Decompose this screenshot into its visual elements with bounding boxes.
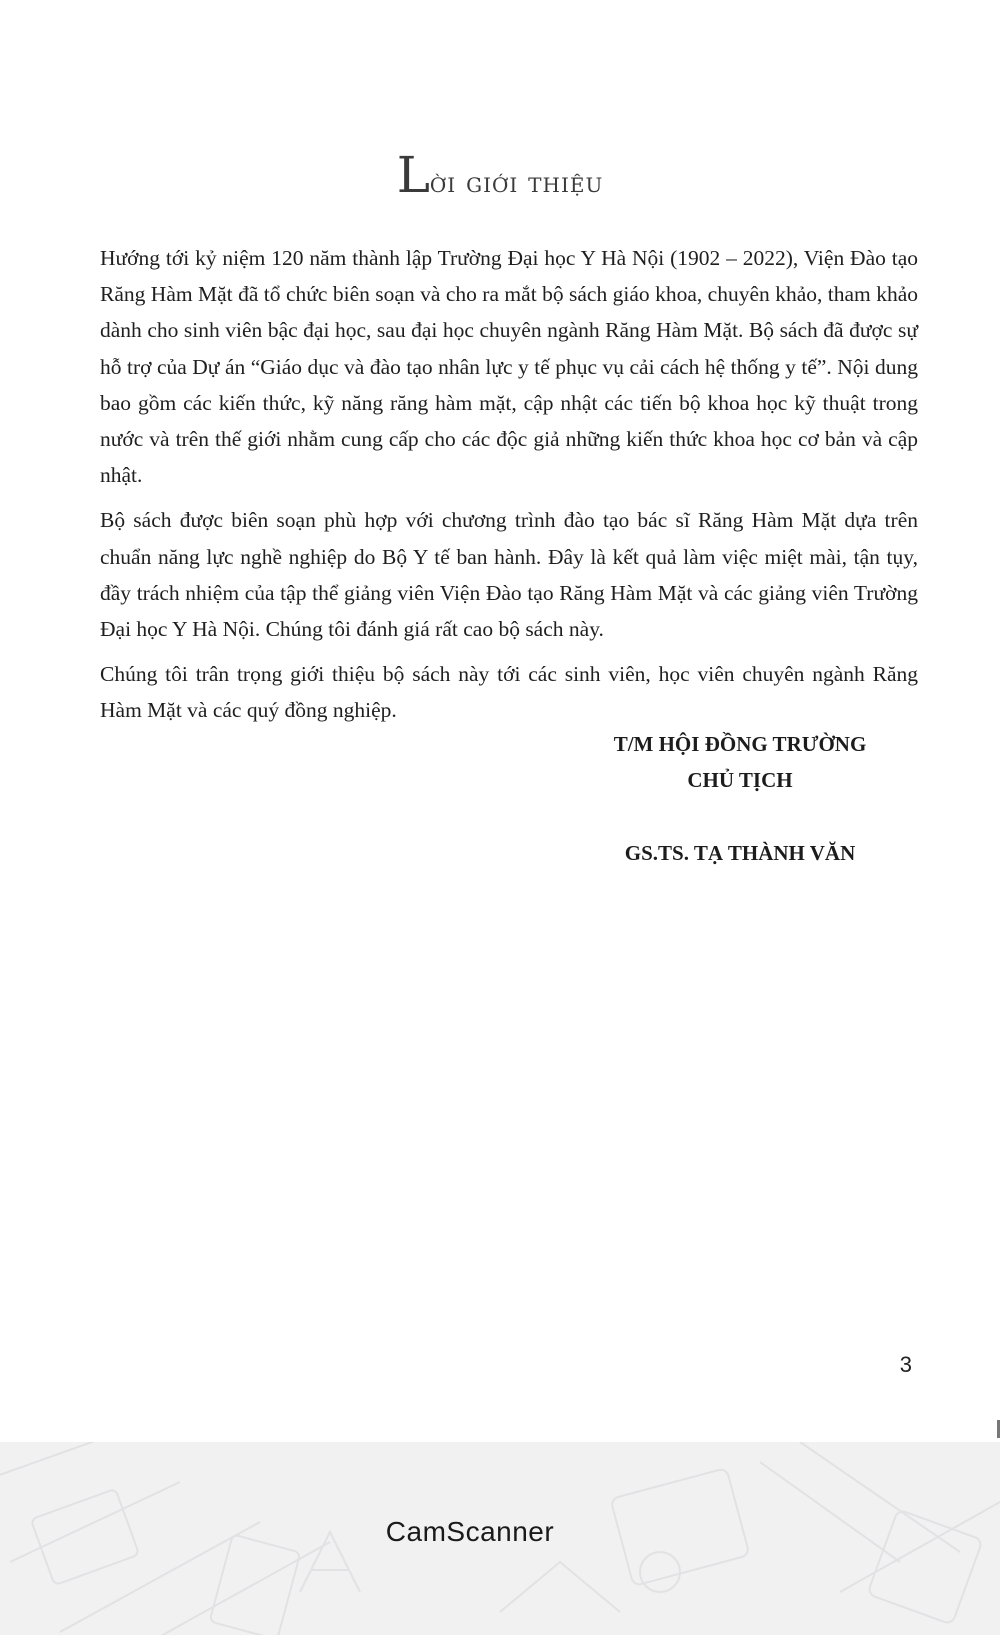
paragraph: Bộ sách được biên soạn phù hợp với chương trình đào tạo bác sĩ Răng Hàm Mặt dựa trên chuẩn năng lực nghề nghiệp do Bộ Y tế ban hành. Đây là kết quả làm việc miệt mài, tận tụy, đầy trách nhiệm của tập thể giảng viên Viện Đào tạo Răng Hàm Mặt và các giảng viên Trường Đại học Y Hà Nội. Chúng tôi đánh giá rất cao bộ sách này. xyxy=(100,508,918,642)
body-text xyxy=(100,240,918,738)
title-initial: L xyxy=(396,146,430,204)
signature-role: CHỦ TỊCH xyxy=(687,768,793,792)
page-number: 3 xyxy=(899,1352,912,1377)
scanner-footer xyxy=(0,1442,1000,1635)
title-rest: ời giới thiệu xyxy=(429,166,604,199)
signature-title: T/M HỘI ĐỒNG TRƯỜNG xyxy=(613,732,867,756)
signature-name: GS.TS. TẠ THÀNH VĂN xyxy=(624,841,856,865)
paragraph: Hướng tới kỷ niệm 120 năm thành lập Trường Đại học Y Hà Nội (1902 – 2022), Viện Đào tạo Răng Hàm Mặt đã tổ chức biên soạn và cho ra mắt bộ sách giáo khoa, chuyên khảo, tham khảo dành cho sinh viên bậc đại học, sau đại học chuyên ngành Răng Hàm Mặt. Bộ sách đã được sự hỗ trợ của Dự án “Giáo dục và đào tạo nhân lực y tế phục vụ cải cách hệ thống y tế”. Nội dung bao gồm các kiến thức, kỹ năng răng hàm mặt, cập nhật các tiến bộ khoa học kỹ thuật trong nước và trên thế giới nhằm cung cấp cho các độc giả những kiến thức khoa học cơ bản và cập nhật. xyxy=(100,246,918,488)
paragraph: Chúng tôi trân trọng giới thiệu bộ sách này tới các sinh viên, học viên chuyên ngành Răng Hàm Mặt và các quý đồng nghiệp. xyxy=(100,662,918,723)
page-title xyxy=(0,146,1000,204)
camscanner-brand: CamScanner xyxy=(385,1516,555,1547)
